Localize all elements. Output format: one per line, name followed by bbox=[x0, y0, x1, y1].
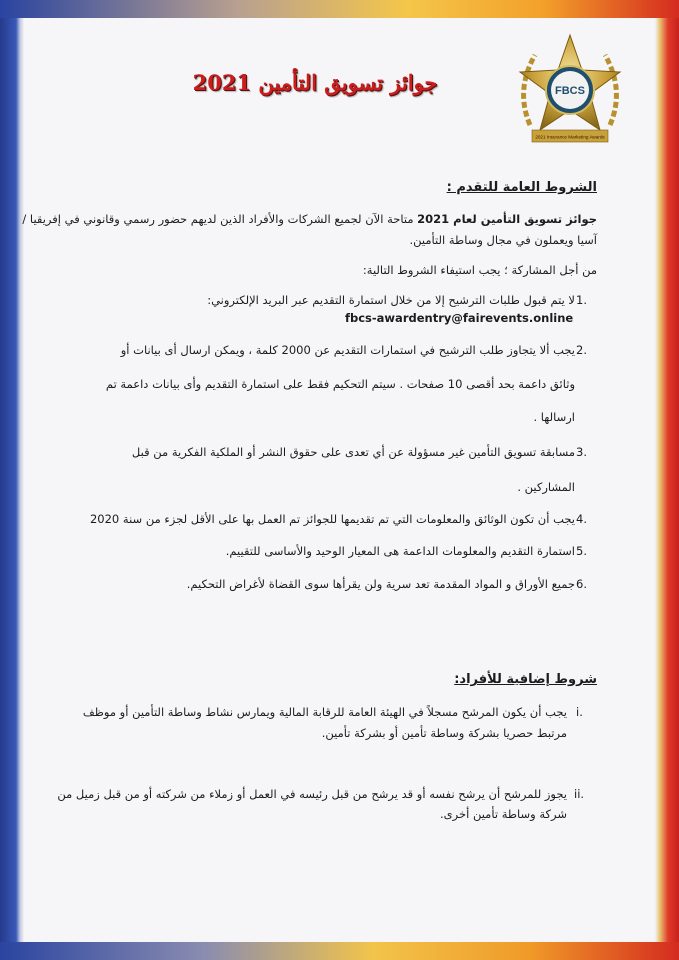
condition-2-line-2: وثائق داعمة بحد أقصى 10 صفحات . سيتم التحكيم فقط على استمارة التقديم وأى بيانات داعمة تم bbox=[105, 377, 575, 391]
logo-tagline: 2021 Insurance Marketing Awards bbox=[535, 134, 605, 140]
logo-acronym: FBCS bbox=[555, 85, 585, 97]
section-heading-individuals: شروط إضافية للأفراد: bbox=[454, 672, 597, 687]
page-title: جوائز تسويق التأمين 2021 bbox=[192, 70, 438, 95]
condition-5-number: 5. bbox=[576, 544, 587, 558]
condition-3-line-2: المشاركين . bbox=[517, 480, 575, 494]
individual-condition-ii-line-2: شركة وساطة تأمين أخرى. bbox=[440, 807, 567, 821]
individual-condition-ii-line-1: يجوز للمرشح أن يرشح نفسه أو قد يرشح من قبل رئيسه في العمل أو زملاء من شركته أو من قبل زميل من bbox=[57, 787, 567, 801]
condition-6-line-1: جميع الأوراق و المواد المقدمة تعد سرية ولن يقرأها سوى القضاة لأغراض التحكيم. bbox=[186, 577, 575, 591]
condition-3-line-1: مسابقة تسويق التأمين غير مسؤولة عن أي تعدى على حقوق النشر أو الملكية الفكرية من قبل bbox=[131, 445, 575, 459]
condition-4-number: 4. bbox=[576, 512, 587, 526]
intro-bold: جوائز تسويق التأمين لعام 2021 bbox=[417, 212, 597, 226]
condition-3-number: 3. bbox=[576, 445, 587, 459]
individual-condition-ii-number: ii. bbox=[574, 787, 585, 801]
individual-condition-i-line-2: مرتبط حصريا بشركة وساطة تأمين أو بشركة تأمين. bbox=[321, 726, 567, 740]
top-border-strip bbox=[0, 0, 679, 18]
intro-line-2: آسيا ويعملون في مجال وساطة التأمين. bbox=[409, 233, 597, 247]
submission-email: fbcs-awardentry@fairevents.online bbox=[345, 311, 574, 325]
condition-2-number: 2. bbox=[576, 343, 587, 357]
condition-5-line-1: استمارة التقديم والمعلومات الداعمة هى المعيار الوحيد والأساسى للتقييم. bbox=[225, 544, 575, 558]
individual-condition-i-line-1: يجب أن يكون المرشح مسجلاً في الهيئة العامة للرقابة المالية ويمارس نشاط وساطة التأمين أو موظف bbox=[82, 705, 567, 719]
condition-2-line-3: ارسالها . bbox=[533, 410, 575, 424]
fbcs-award-logo bbox=[510, 30, 630, 155]
intro-line-1 bbox=[22, 212, 597, 226]
condition-4-line-1: يجب أن تكون الوثائق والمعلومات التي تم تقديمها للجوائز تم العمل بها على الأقل لجزء من سنة 2020 bbox=[89, 512, 575, 526]
intro-rest: متاحة الآن لجميع الشركات والأفراد الذين لديهم حضور رسمي وقانوني في إفريقيا / bbox=[22, 212, 418, 226]
condition-2-line-1: يجب ألا يتجاوز طلب الترشيح في استمارات التقديم عن 2000 كلمة ، ويمكن ارسال أى بيانات أو bbox=[120, 343, 575, 357]
section-heading-general: الشروط العامة للتقدم : bbox=[446, 180, 597, 195]
condition-1-line-1: لا يتم قبول طلبات الترشيح إلا من خلال استمارة التقديم عبر البريد الإلكتروني: bbox=[207, 293, 575, 307]
condition-6-number: 6. bbox=[576, 577, 587, 591]
individual-condition-i-number: i. bbox=[576, 705, 583, 719]
bottom-border-strip bbox=[0, 942, 679, 960]
conditions-lead: من أجل المشاركة ؛ يجب استيفاء الشروط التالية: bbox=[362, 263, 597, 277]
condition-1-number: 1. bbox=[576, 293, 587, 307]
